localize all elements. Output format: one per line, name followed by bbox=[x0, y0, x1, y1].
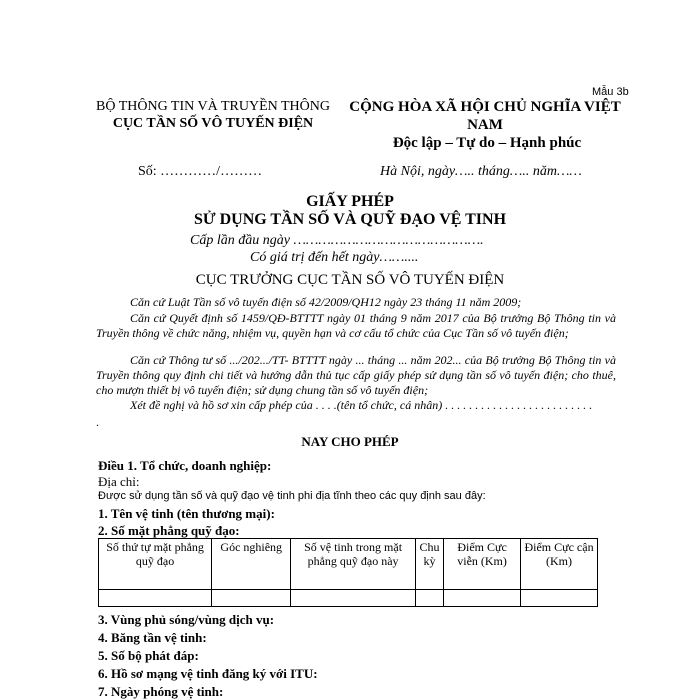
document-number: Số: …………/……… bbox=[138, 164, 263, 179]
basis-paragraph: Căn cứ Thông tư số .../202.../TT- BTTTT ngày ... tháng ... năm 202... của Bộ trưởng Bộ Thông tin và Truyền thông quy định chi tiết và hướng dẫn thủ tục cấp giấy phép sử dụng tần số vô tuyến điện; cho thuê, cho mượn thiết bị vô tuyến điện; sử dụng chung tần số vô tuyến điện; bbox=[96, 353, 616, 397]
item-orbital-planes: 2. Số mặt phẳng quỹ đạo: bbox=[98, 523, 240, 538]
national-motto: Độc lập – Tự do – Hạnh phúc bbox=[392, 135, 582, 151]
table-header-cell: Góc nghiêng bbox=[212, 539, 291, 590]
form-code: Mẫu 3b bbox=[592, 86, 629, 98]
right-header bbox=[340, 98, 630, 152]
address-label: Địa chỉ: bbox=[98, 474, 140, 489]
table-header-cell: Điểm Cực cận (Km) bbox=[521, 539, 598, 590]
table-cell bbox=[415, 590, 443, 607]
table-cell bbox=[99, 590, 212, 607]
item-satellite-name: 1. Tên vệ tinh (tên thương mại): bbox=[98, 506, 275, 521]
department-name: CỤC TẦN SỐ VÔ TUYẾN ĐIỆN bbox=[112, 116, 314, 131]
issuer-title: CỤC TRƯỞNG CỤC TẦN SỐ VÔ TUYẾN ĐIỆN bbox=[195, 272, 505, 288]
item-band: 4. Băng tần vệ tinh: bbox=[98, 630, 207, 645]
document-subtitle: SỬ DỤNG TẦN SỐ VÀ QUỸ ĐẠO VỆ TINH bbox=[193, 211, 507, 228]
purpose-text: Được sử dụng tần số và quỹ đạo vệ tinh phi địa tĩnh theo các quy định sau đây: bbox=[98, 490, 486, 502]
ministry-name: BỘ THÔNG TIN VÀ TRUYỀN THÔNG bbox=[96, 99, 330, 114]
table-cell bbox=[212, 590, 291, 607]
table-header-cell: Chu kỳ bbox=[415, 539, 443, 590]
article-1-heading: Điều 1. Tổ chức, doanh nghiệp: bbox=[98, 458, 272, 473]
place-date: Hà Nội, ngày….. tháng….. năm…… bbox=[380, 164, 582, 179]
table-cell bbox=[444, 590, 521, 607]
valid-until: Có giá trị đến hết ngày…….... bbox=[250, 250, 419, 265]
table-cell bbox=[521, 590, 598, 607]
issue-date: Cấp lần đầu ngày ………………………………………. bbox=[190, 233, 484, 248]
table-row bbox=[99, 590, 598, 607]
table-header-row bbox=[99, 539, 598, 590]
item-launch-date: 7. Ngày phóng vệ tinh: bbox=[98, 684, 224, 699]
item-transponders: 5. Số bộ phát đáp: bbox=[98, 648, 199, 663]
item-coverage: 3. Vùng phủ sóng/vùng dịch vụ: bbox=[98, 612, 275, 627]
trailing-dot: . bbox=[96, 415, 99, 429]
table-header-cell: Số thứ tự mặt phẳng quỹ đạo bbox=[99, 539, 212, 590]
left-header bbox=[96, 98, 330, 132]
table-cell bbox=[291, 590, 415, 607]
basis-paragraph: Căn cứ Luật Tần số vô tuyến điện số 42/2009/QH12 ngày 23 tháng 11 năm 2009; bbox=[130, 295, 522, 309]
basis-paragraph: Xét đề nghị và hồ sơ xin cấp phép của . . . .(tên tổ chức, cá nhân) . . . . . . . . . . . . . . . . . . . . . . . . . bbox=[130, 398, 593, 412]
table-header-cell: Điểm Cực viễn (Km) bbox=[444, 539, 521, 590]
item-itu-filing: 6. Hồ sơ mạng vệ tinh đăng ký với ITU: bbox=[98, 666, 318, 681]
nation-name: CỘNG HÒA XÃ HỘI CHỦ NGHĨA VIỆT NAM bbox=[349, 99, 621, 133]
orbital-plane-table bbox=[98, 538, 598, 607]
table-header-cell: Số vệ tinh trong mặt phẳng quỹ đạo này bbox=[291, 539, 415, 590]
basis-paragraph: Căn cứ Quyết định số 1459/QĐ-BTTTT ngày 01 tháng 9 năm 2017 của Bộ trưởng Bộ Thông tin và Truyền thông về chức năng, nhiệm vụ, quyền hạn và cơ cấu tổ chức của Cục Tần số vô tuyến điện; bbox=[96, 311, 616, 340]
document-title: GIẤY PHÉP bbox=[306, 193, 394, 210]
allow-heading: NAY CHO PHÉP bbox=[301, 434, 399, 449]
